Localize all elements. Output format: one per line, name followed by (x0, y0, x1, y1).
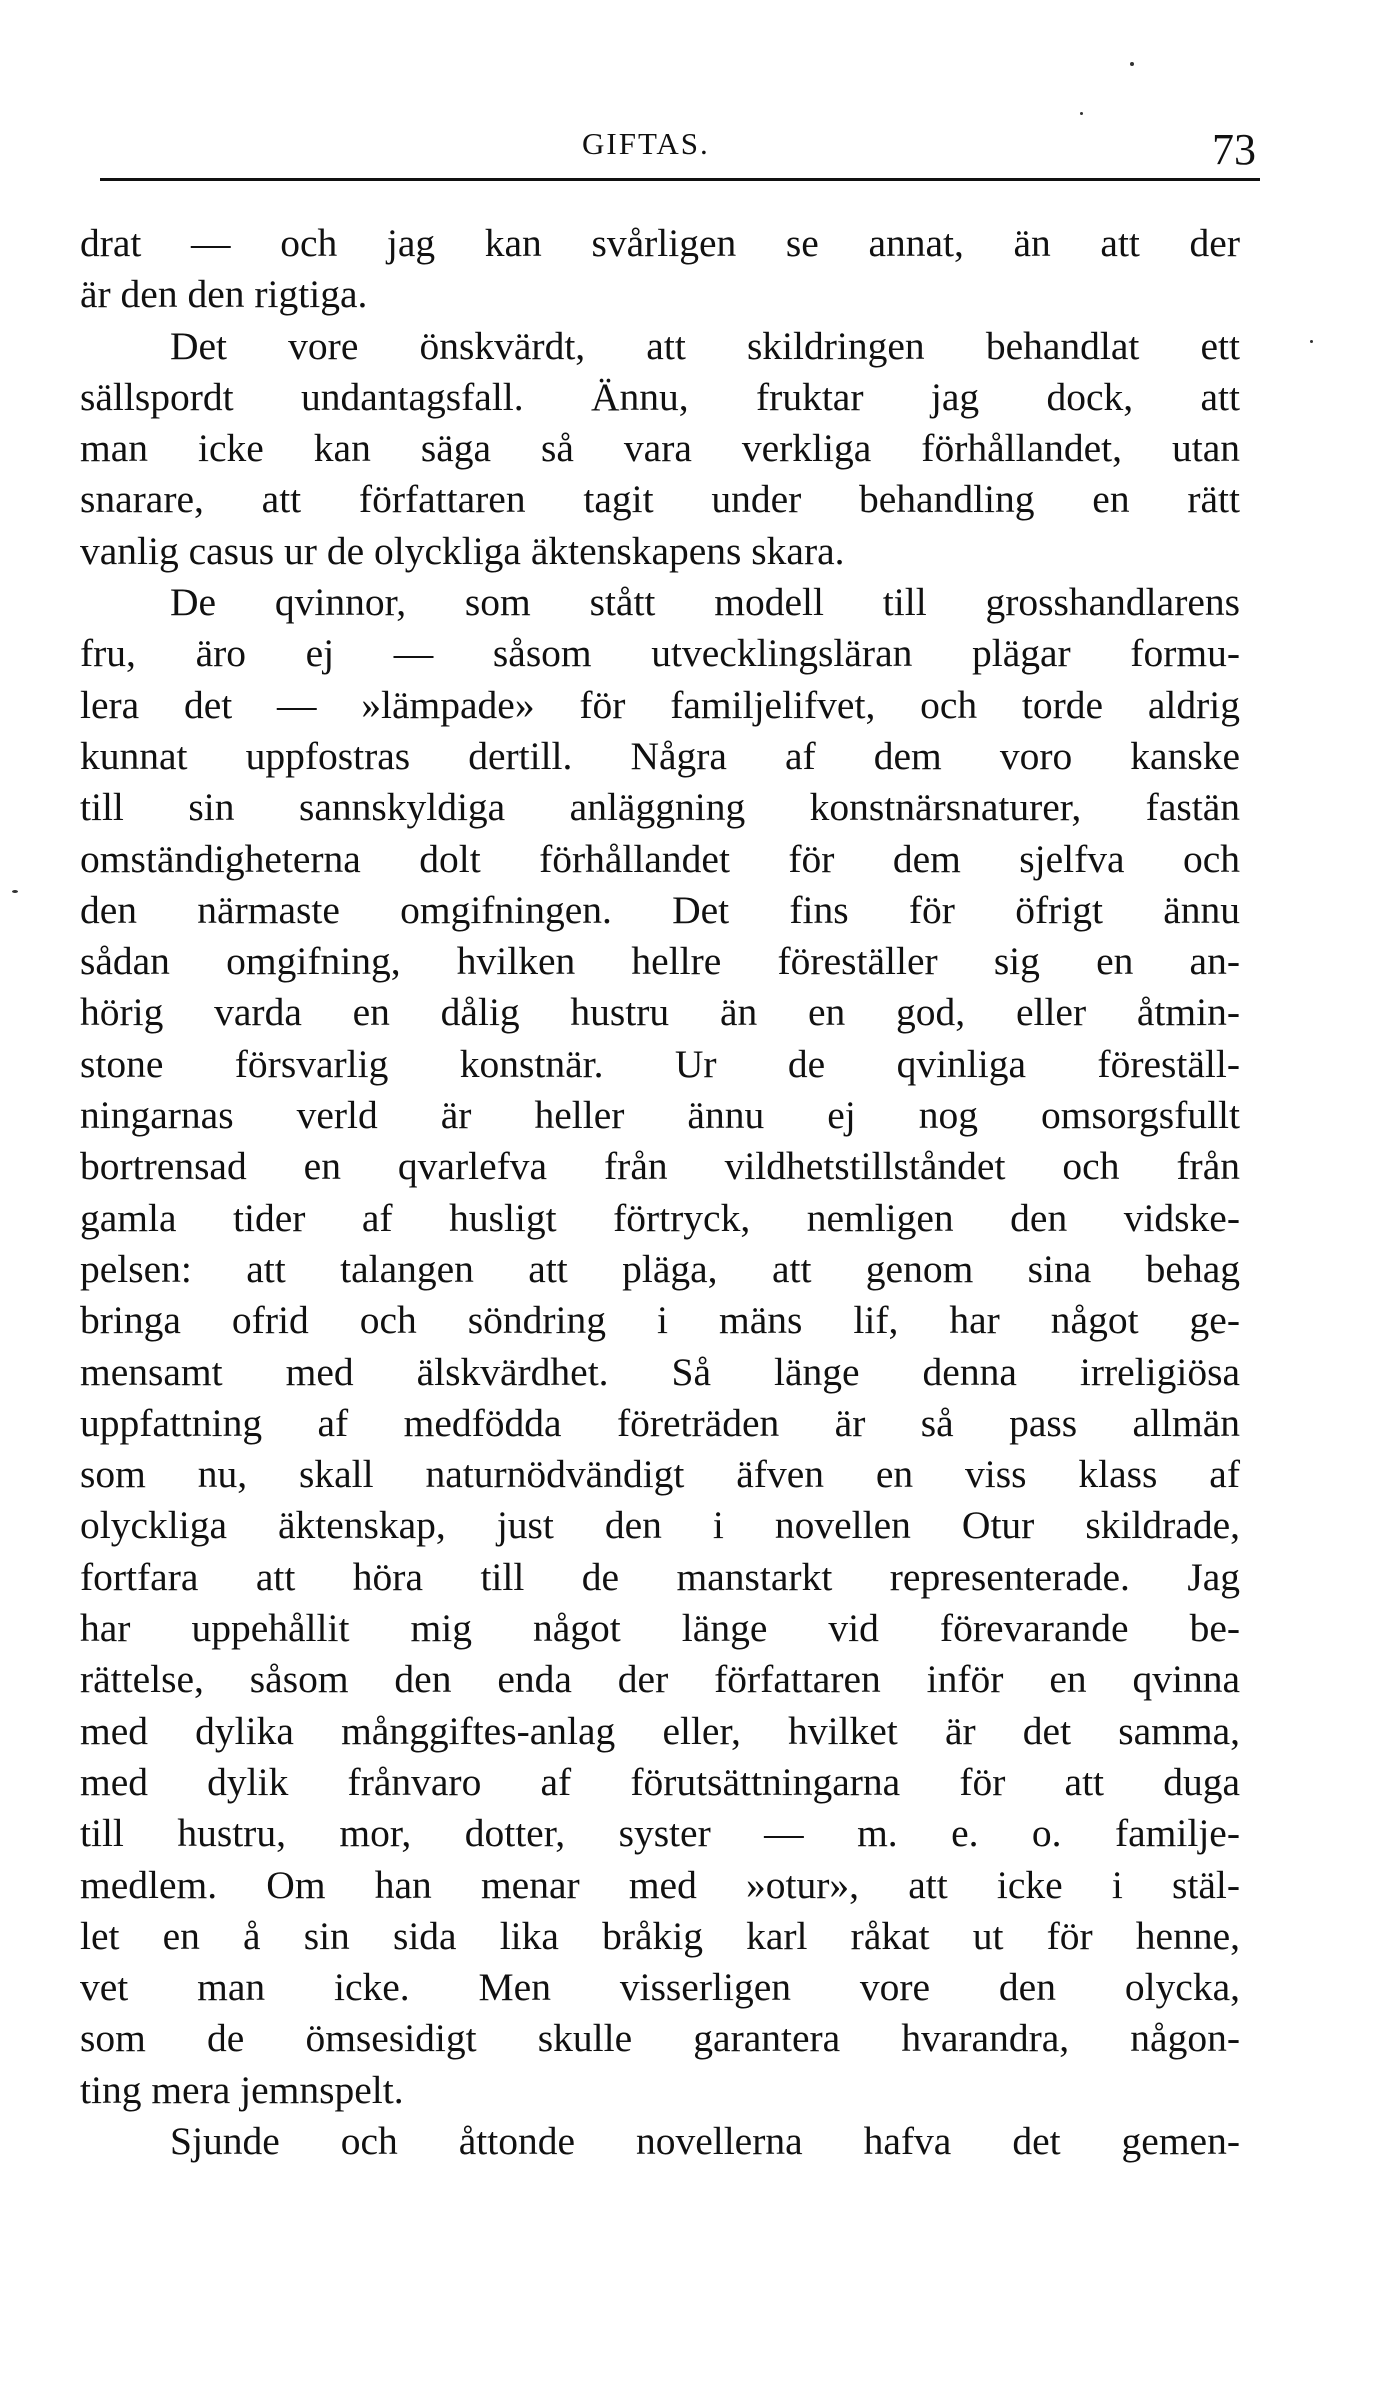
text-line: bortrensad en qvarlefva från vildhetstillståndet och från (80, 1144, 1240, 1189)
text-line: medlem. Om han menar med »otur», att icke i stäl- (80, 1862, 1240, 1907)
text-line: lera det — »lämpade» för familjelifvet, och torde aldrig (80, 682, 1240, 727)
scan-speck (12, 890, 18, 893)
text-line: gamla tider af husligt förtryck, nemligen den vidske- (80, 1195, 1240, 1240)
text-line: ningarnas verld är heller ännu ej nog omsorgsfullt (80, 1093, 1240, 1138)
page-header (100, 118, 1260, 178)
text-line: mensamt med älskvärdhet. Så länge denna irreligiösa (80, 1349, 1240, 1394)
text-line: är den den rigtiga. (80, 272, 368, 317)
scan-speck (1080, 112, 1083, 115)
text-line: let en å sin sida lika bråkig karl råkat ut för henne, (80, 1913, 1240, 1958)
text-line: uppfattning af medfödda företräden är så pass allmän (80, 1400, 1240, 1445)
text-line: som de ömsesidigt skulle garantera hvarandra, någon- (80, 2016, 1240, 2061)
text-line: med dylika månggiftes-anlag eller, hvilket är det samma, (80, 1708, 1240, 1753)
text-line: fru, äro ej — såsom utvecklingsläran plägar formu- (80, 631, 1240, 676)
text-line: bringa ofrid och söndring i mäns lif, har något ge- (80, 1298, 1240, 1343)
text-line: drat — och jag kan svårligen se annat, än att der (80, 221, 1240, 265)
text-line: till hustru, mor, dotter, syster — m. e. o. familje- (80, 1811, 1240, 1856)
scan-speck (1130, 62, 1134, 66)
text-line: snarare, att författaren tagit under behandling en rätt (80, 477, 1240, 522)
text-line: med dylik frånvaro af förutsättningarna för att duga (80, 1759, 1240, 1804)
text-line: kunnat uppfostras dertill. Några af dem voro kanske (80, 733, 1240, 778)
body-text (80, 218, 1240, 2167)
text-line: den närmaste omgifningen. Det fins för öfrigt ännu (80, 887, 1240, 932)
page-number: 73 (1212, 125, 1256, 174)
text-line: sådan omgifning, hvilken hellre föreställer sig en an- (80, 939, 1240, 984)
text-line: vet man icke. Men visserligen vore den olycka, (80, 1965, 1240, 2010)
text-line: stone försvarlig konstnär. Ur de qvinliga föreställ- (80, 1041, 1240, 1086)
scan-speck (1310, 340, 1313, 343)
text-line: pelsen: att talangen att pläga, att genom sina behag (80, 1246, 1240, 1291)
text-line: man icke kan säga så vara verkliga förhållandet, utan (80, 426, 1240, 471)
text-line: Sjunde och åttonde novellerna hafva det gemen- (170, 2118, 1240, 2163)
text-line: De qvinnor, som stått modell till grosshandlarens (170, 580, 1240, 625)
text-line: har uppehållit mig något länge vid förevarande be- (80, 1606, 1240, 1651)
text-line: olyckliga äktenskap, just den i novellen Otur skildrade, (80, 1503, 1240, 1548)
text-line: till sin sannskyldiga anläggning konstnärsnaturer, fastän (80, 785, 1240, 830)
text-line: ting mera jemnspelt. (80, 2067, 404, 2112)
text-line: Det vore önskvärdt, att skildringen behandlat ett (170, 323, 1240, 368)
running-title: GIFTAS. (582, 126, 710, 161)
text-line: omständigheterna dolt förhållandet för dem sjelfva och (80, 836, 1240, 881)
text-line: fortfara att höra till de manstarkt representerade. Jag (80, 1554, 1240, 1599)
text-line: rättelse, såsom den enda der författaren inför en qvinna (80, 1657, 1240, 1702)
text-line: vanlig casus ur de olyckliga äktenskapens skara. (80, 528, 845, 573)
header-rule (100, 178, 1260, 181)
text-line: sällspordt undantagsfall. Ännu, fruktar jag dock, att (80, 374, 1240, 419)
text-line: som nu, skall naturnödvändigt äfven en viss klass af (80, 1452, 1240, 1497)
text-line: hörig varda en dålig hustru än en god, eller åtmin- (80, 990, 1240, 1035)
